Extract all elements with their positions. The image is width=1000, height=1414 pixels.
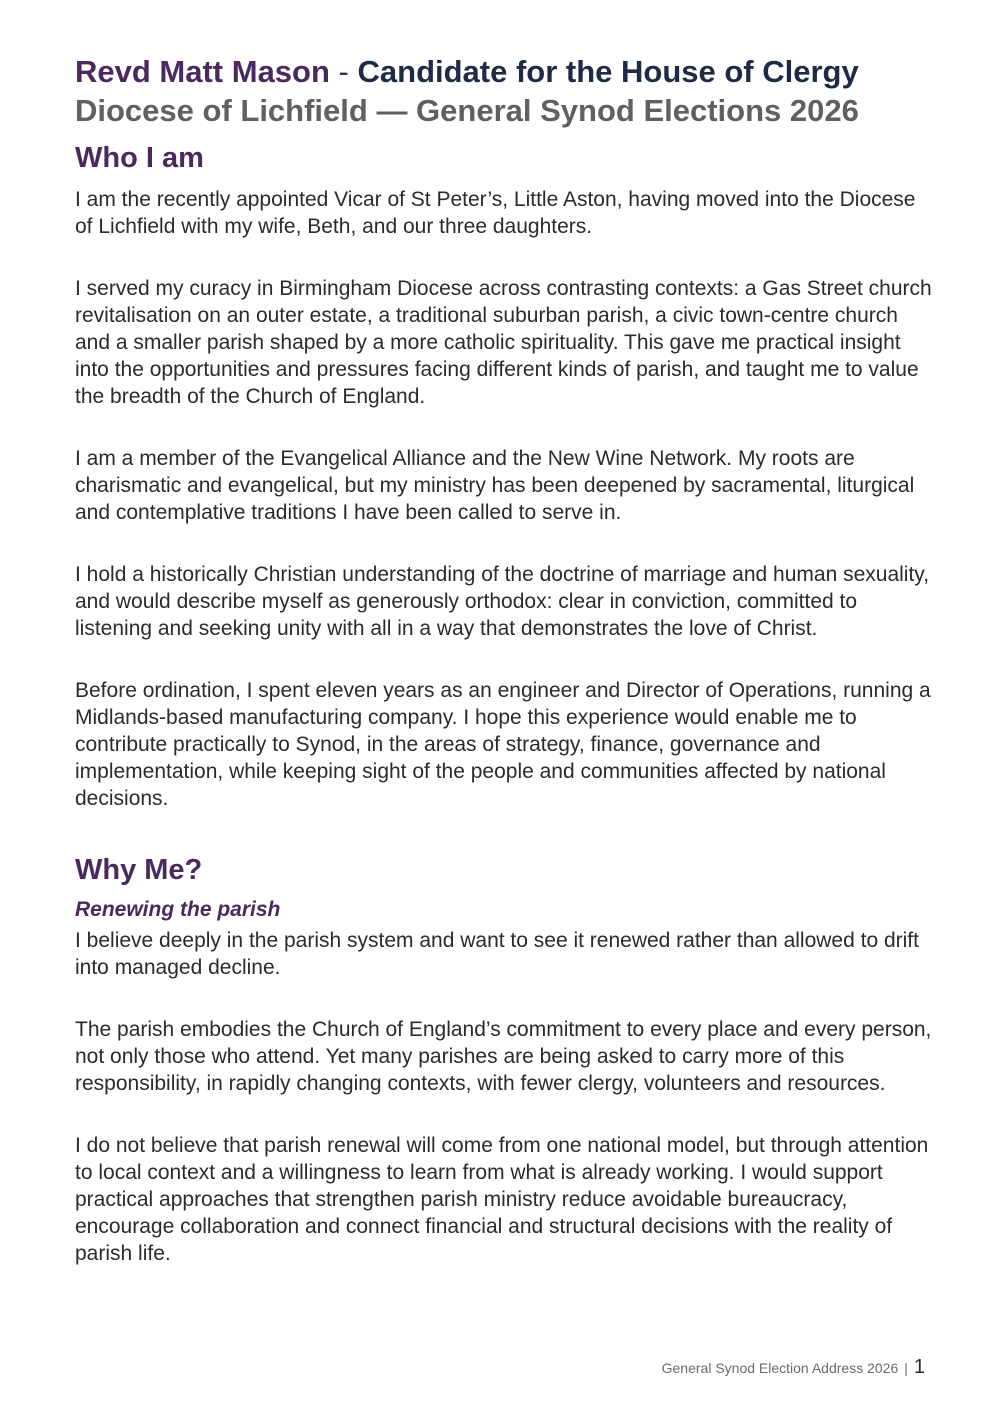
footer-label: General Synod Election Address 2026	[661, 1360, 899, 1376]
section-heading-why-me: Why Me?	[75, 854, 203, 886]
paragraph: I hold a historically Christian understanding of the doctrine of marriage and human sexuality, and would describe myself as generously orthodox: clear in conviction, committed to listening and seeking unity with all in a way that demonstrates the love of Christ.	[75, 563, 930, 640]
paragraph: I am the recently appointed Vicar of St Peter’s, Little Aston, having moved into the Diocese of Lichfield with my wife, Beth, and our three daughters.	[75, 188, 916, 238]
paragraph: The parish embodies the Church of England’s commitment to every place and every person, not only those who attend. Yet many parishes are being asked to carry more of this responsibility, in rapidly changing contexts, with fewer clergy, volunteers and resources.	[75, 1018, 932, 1095]
paragraph: I believe deeply in the parish system and want to see it renewed rather than allowed to drift into managed decline.	[75, 929, 919, 979]
page-footer	[662, 1356, 925, 1379]
candidate-name: Revd Matt Mason	[75, 54, 330, 89]
footer-separator: |	[904, 1360, 908, 1376]
document-page	[75, 52, 935, 1267]
title-separator: -	[338, 54, 349, 89]
paragraph: Before ordination, I spent eleven years as an engineer and Director of Operations, running a Midlands-based manufacturing company. I hope this experience would enable me to contribute practically to Synod, in the areas of strategy, finance, governance and implementation, while keeping sight of the people and communities affected by national decisions.	[75, 679, 931, 810]
section-heading-who-i-am: Who I am	[75, 142, 204, 174]
page-number: 1	[913, 1356, 925, 1378]
paragraph: I served my curacy in Birmingham Diocese across contrasting contexts: a Gas Street church revitalisation on an outer estate, a traditional suburban parish, a civic town-centre church and a smaller parish shaped by a more catholic spirituality. This gave me practical insight into the opportunities and pressures facing different kinds of parish, and taught me to value the breadth of the Church of England.	[75, 277, 932, 408]
document-subtitle: Diocese of Lichfield — General Synod Elections 2026	[75, 93, 859, 128]
subsection-heading-renewing-the-parish: Renewing the parish	[75, 898, 281, 921]
paragraph: I do not believe that parish renewal will come from one national model, but through attention to local context and a willingness to learn from what is already working. I would support practical approaches that strengthen parish ministry reduce avoidable bureaucracy, encourage collaboration and connect financial and structural decisions with the reality of parish life.	[75, 1134, 929, 1265]
paragraph: I am a member of the Evangelical Alliance and the New Wine Network. My roots are charismatic and evangelical, but my ministry has been deepened by sacramental, liturgical and contemplative traditions I have been called to serve in.	[75, 447, 915, 524]
candidate-role: Candidate for the House of Clergy	[357, 54, 859, 89]
document-title	[75, 52, 935, 91]
